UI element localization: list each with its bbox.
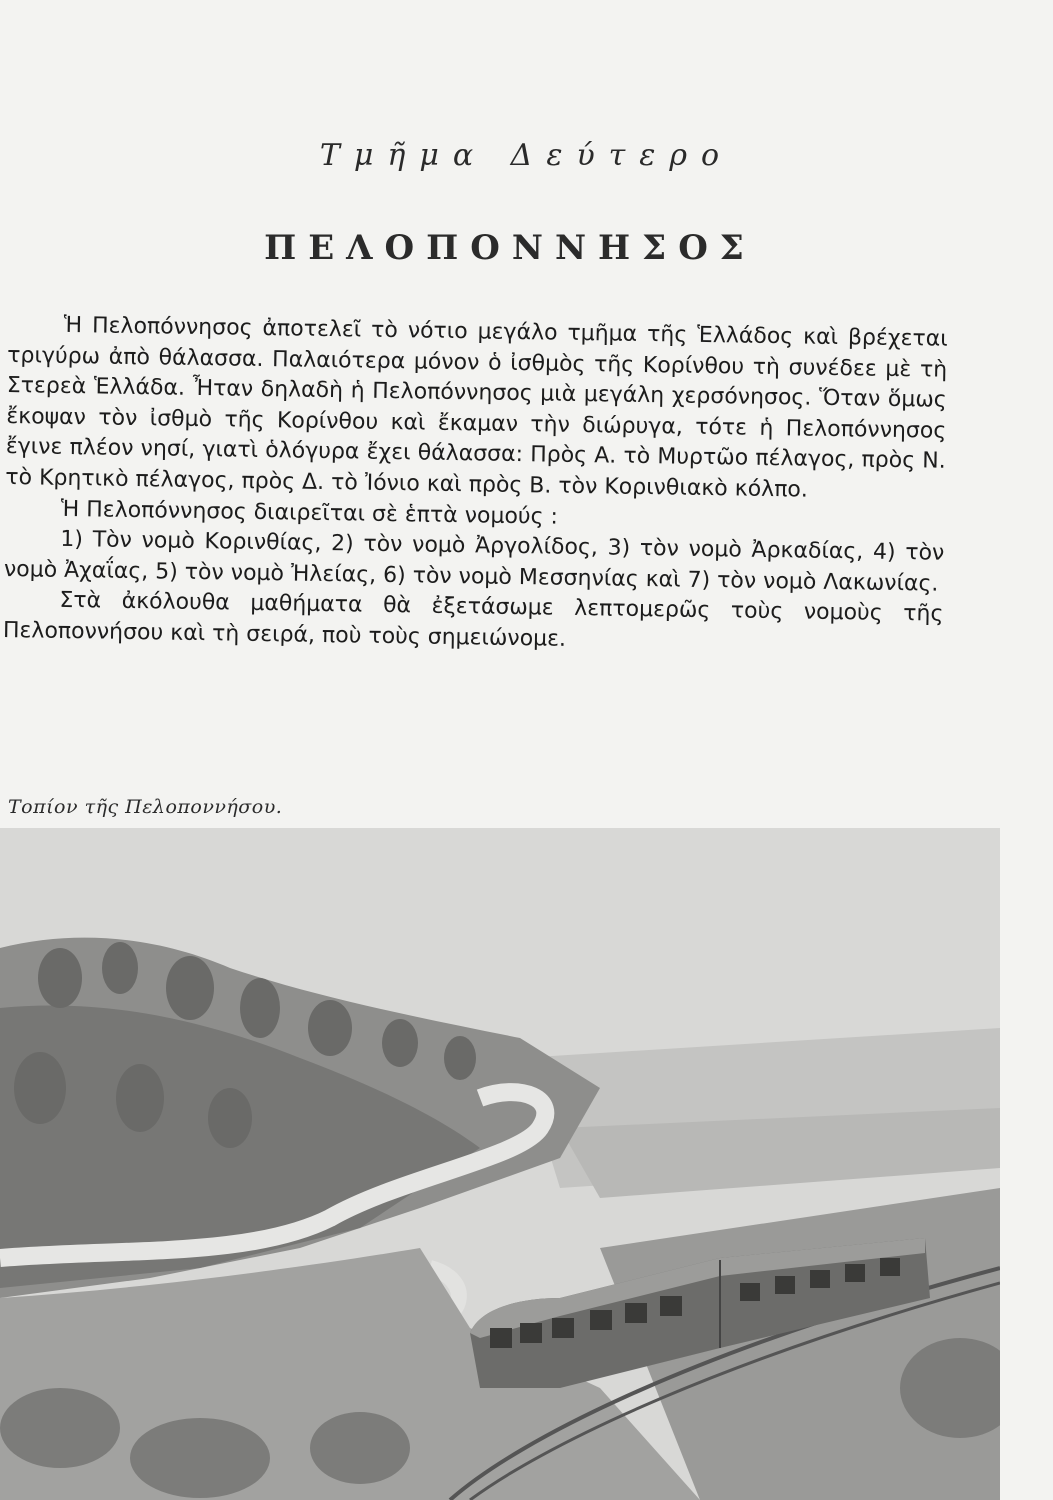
landscape-photo (0, 828, 1000, 1500)
photo-caption: Τοπίον τῆς Πελοποννήσου. (8, 796, 283, 818)
paragraph-intro: Ἡ Πελοπόννησος ἀποτελεῖ τὸ νότιο μεγάλο τμῆμα τῆς Ἑλλάδος καὶ βρέχεται τριγύρω ἀπὸ θάλασσα. Παλαιότερα μόνον ὁ ἰσθμὸς τῆς Κορίνθου τὴ συνέδεε μὲ τὴ Στερεὰ Ἑλλάδα. Ἦταν δηλαδὴ ἡ Πελοπόννησος μιὰ μεγάλη χερσόνησος. Ὅταν ὅμως ἔκοψαν τὸν ἰσθμὸ τῆς Κορίνθου καὶ ἔκαμαν τὴν διώρυγα, τότε ἡ Πελοπόννησος ἔγινε πλέον νησί, γιατὶ ὁλόγυρα ἔχει θάλασσα: Πρὸς Α. τὸ Μυρτῶο πέλαγος, πρὸς Ν. τὸ Κρητικὸ πέλαγος, πρὸς Δ. τὸ Ἰόνιο καὶ πρὸς Β. τὸν Κορινθιακὸ κόλπο. (5, 312, 948, 503)
main-heading: ΠΕΛΟΠΟΝΝΗΣΟΣ (264, 228, 756, 268)
landscape-photo-illustration (0, 828, 1000, 1500)
body-text (3, 310, 948, 661)
section-title: Τμῆμα Δεύτερο (319, 138, 734, 173)
paragraph-prefectures: 1) Τὸν νομὸ Κορινθίας, 2) τὸν νομὸ Ἀργολίδος, 3) τὸν νομὸ Ἀρκαδίας, 4) τὸν νομὸ Ἀχαΐας, 5) τὸν νομὸ Ἠλείας, 6) τὸν νομὸ Μεσσηνίας καὶ 7) τὸν νομὸ Λακωνίας. (3, 527, 945, 597)
paragraph-division: Ἡ Πελοπόννησος διαιρεῖται σὲ ἑπτὰ νομούς : (60, 496, 559, 530)
paragraph-closing: Στὰ ἀκόλουθα μαθήματα θὰ ἐξετάσωμε λεπτομερῶς τοὺς νομοὺς τῆς Πελοποννήσου καὶ τὴ σειρά, ποὺ τοὺς σημειώνομε. (2, 588, 944, 652)
